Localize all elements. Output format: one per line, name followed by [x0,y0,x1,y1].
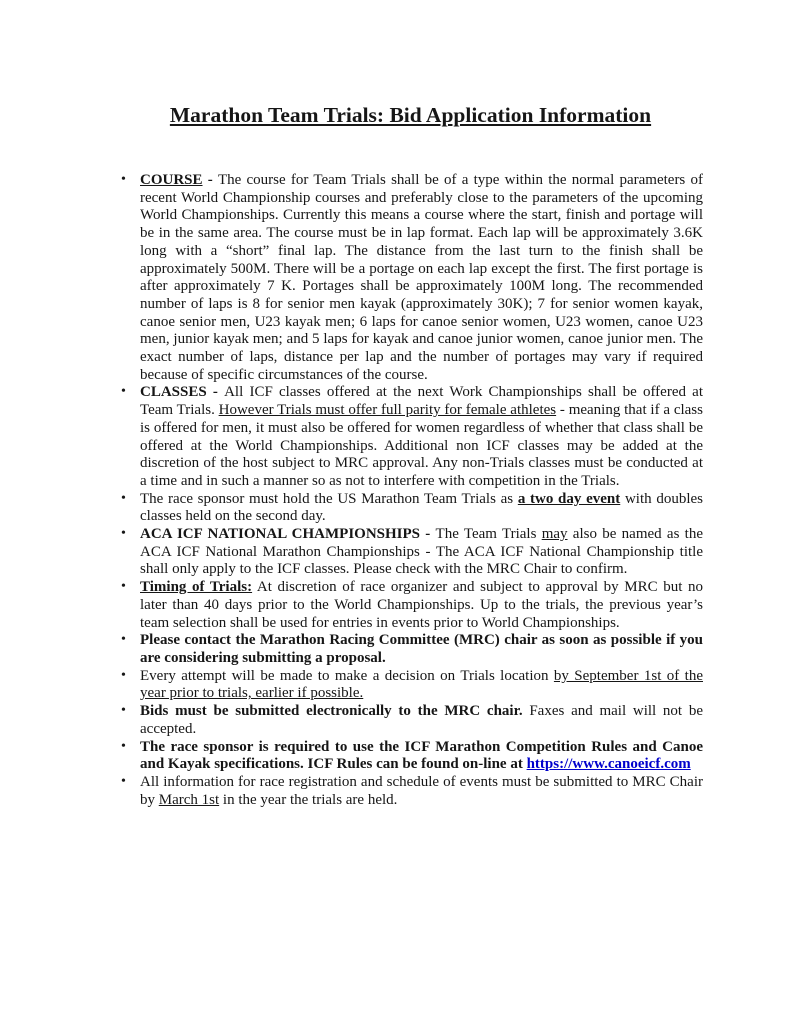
text-segment: ACA ICF NATIONAL CHAMPIONSHIPS - [140,526,436,543]
list-item [118,526,703,579]
bullet-marker: • [121,773,126,789]
bullet-marker: • [121,667,126,683]
list-item [118,739,703,774]
text-segment: - meaning that if a class is offered for men, it must also be offered for women regardless of whether that class shall be offered at the World Championships. Additional non ICF classes may be added at the discretion of the host subject to MRC approval. Any non-Trials classes must be conducted at a time and in such a manner so as not to interfere with competition in the Trials. [140,402,703,489]
text-segment: At discretion of race organizer and subject to approval by MRC but no later than 40 days prior to the World Championships. Up to the trials, the previous year’s team selection shall be used for entries in events prior to World Championships. [140,579,703,631]
bullet-marker: • [121,490,126,506]
text-segment: Bids must be submitted electronically to the MRC chair. [140,703,523,720]
bullet-marker: • [121,526,126,542]
text-segment: may [541,526,568,543]
list-item [118,668,703,703]
text-segment: also be named as the ACA ICF National Marathon Championships - The ACA ICF National Championship title shall only apply to the ICF classes. Please check with the MRC Chair to confirm. [140,526,704,578]
bullet-marker: • [121,384,126,400]
text-segment: COURSE [140,172,203,188]
list-item [118,491,703,526]
text-segment: with doubles classes held on the second day. [140,490,703,525]
text-segment: All ICF classes offered at the next Work Championships shall be offered at Team Trials. [140,384,703,419]
text-segment: March 1st [158,791,220,808]
text-segment: The course for Team Trials shall be of a type within the normal parameters of recent World Championship courses and preferably close to the parameters of the upcoming World Championships. Currently this means a course where the start, finish and portage will be in the same area. The course must be in lap format. Each lap will be approximately 3.6K long with a “short” final lap. The distance from the last turn to the finish shall be approximately 500M. There will be a portage on each lap except the first. The first portage is after approximately 7 K. Portages shall be approximately 100M long. The recommended number of laps is 8 for senior men kayak (approximately 30K); 7 for senior women kayak, canoe senior men, U23 kayak men; 6 laps for canoe senior women, U23 women, canoe U23 men, junior kayak men; and 5 laps for kayak and canoe junior women, canoe junior men. The exact number of laps, distance per lap and the number of portages may vary if required because of specific circumstances of the course. [140,172,703,383]
text-segment: The race sponsor is required to use the ICF Marathon Competition Rules and Canoe and Kayak specifications. ICF Rules can be found on-line at [140,738,703,773]
text-segment: a two day event [517,490,621,507]
text-segment: in the year the trials are held. [219,791,398,808]
text-segment: Faxes and mail will not be accepted. [140,703,703,737]
bullet-marker: • [121,172,126,187]
text-segment: However Trials must offer full parity for female athletes [218,402,557,419]
text-segment: The Team Trials [435,526,542,543]
bullet-marker: • [121,632,126,648]
text-segment: - [202,172,218,188]
text-segment: The race sponsor must hold the US Marathon Team Trials as [140,490,518,507]
bullet-marker: • [121,738,126,754]
list-item [118,774,703,809]
text-segment: by September 1st of the year prior to trials, earlier if possible. [140,667,703,702]
text-segment: CLASSES - [140,384,225,401]
page-title: Marathon Team Trials: Bid Application Information [169,103,652,127]
bullet-marker: • [121,703,126,719]
text-segment: Please contact the Marathon Racing Committee (MRC) chair as soon as possible if you are considering submitting a proposal. [140,632,703,666]
canoeicf-link[interactable]: https://www.canoeicf.com [526,756,691,773]
text-segment: All information for race registration and schedule of events must be submitted to MRC Chair by [140,773,703,808]
list-item [118,703,703,738]
list-item [118,579,703,632]
text-segment: Timing of Trials: [140,579,253,596]
bullet-marker: • [121,579,126,595]
text-segment: Every attempt will be made to make a decision on Trials location [140,667,554,684]
bullet-list [118,172,703,809]
list-item [118,172,703,384]
list-item [118,632,703,667]
list-item [118,384,703,490]
